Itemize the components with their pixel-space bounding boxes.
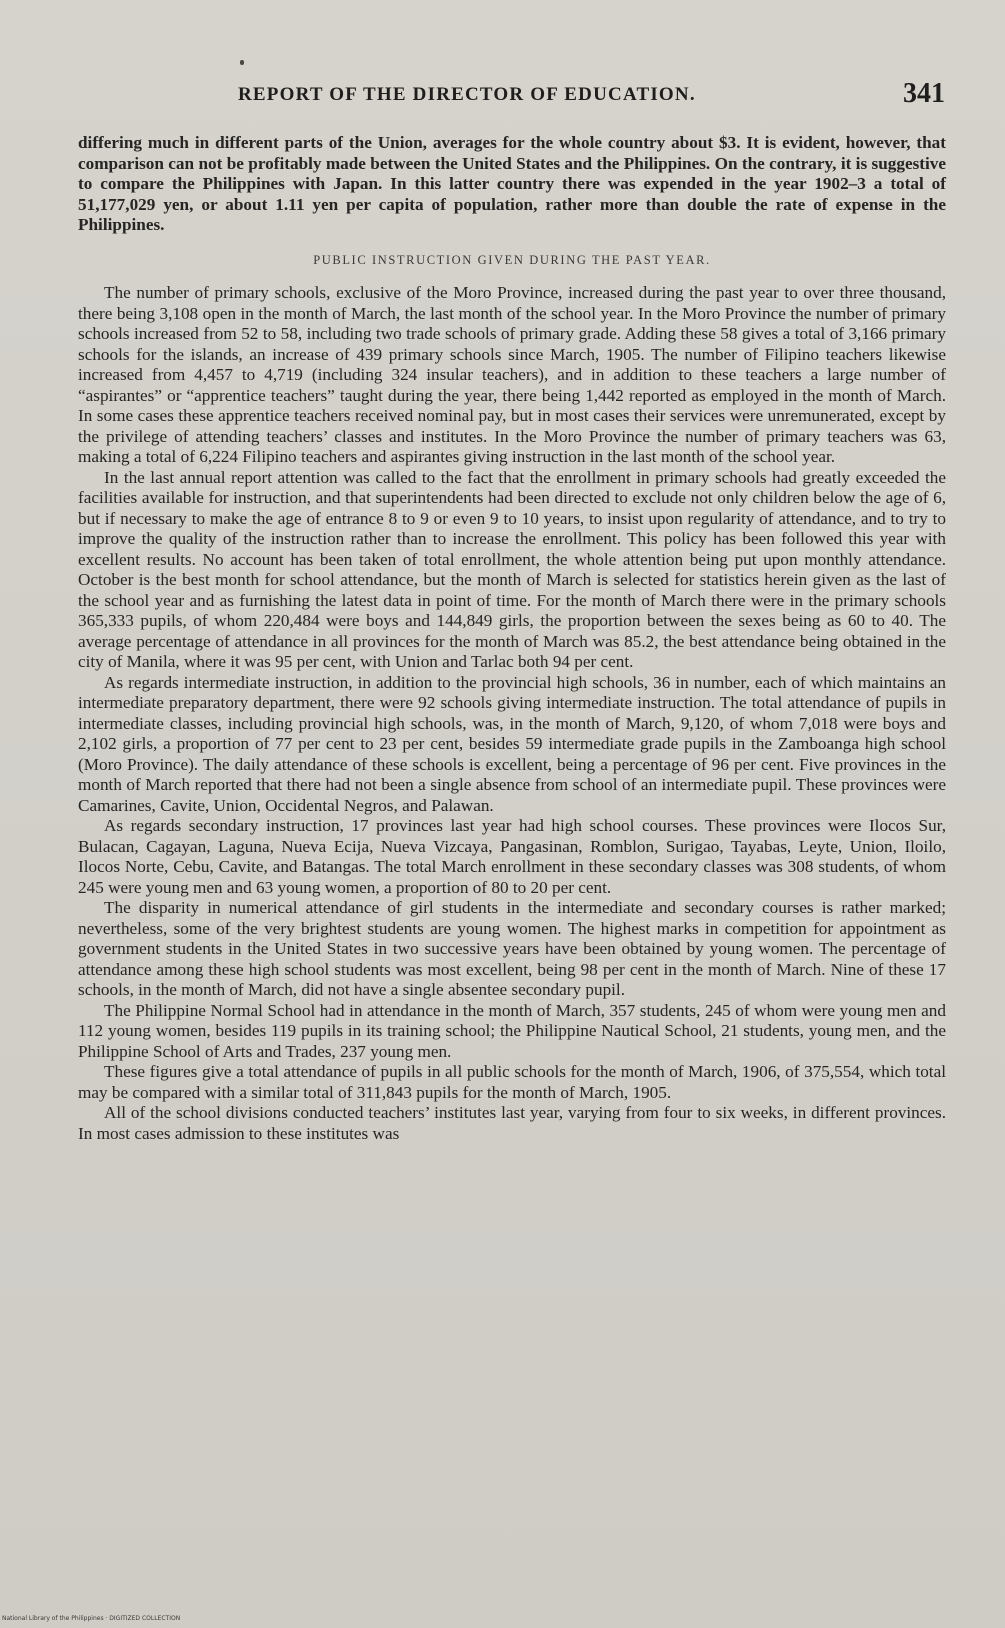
paragraph-normal-school: The Philippine Normal School had in attendance in the month of March, 357 students, 245 of whom were young men and 112 young women, besides 119 pupils in its training school; the Philippine Nautical School, 21 students, young men, and the Philippine School of Arts and Trades, 237 young men. — [78, 1000, 946, 1061]
paragraph-total-attendance: These figures give a total attendance of pupils in all public schools for the month of March, 1906, of 375,554, which total may be compared with a similar total of 311,843 pupils for the month of March, 1905. — [78, 1062, 946, 1102]
paragraph-continuation: differing much in different parts of the Union, averages for the whole country about $3. It is evident, however, that comparison can not be profitably made between the United States and the Philippines. On the contrary, it is suggestive to compare the Philippines with Japan. In this latter country there was expended in the year 1902–3 a total of 51,177,029 yen, or about 1.11 yen per capita of population, rather more than double the rate of expense in the Philippines. — [78, 133, 946, 234]
paragraph-intermediate: As regards intermediate instruction, in addition to the provincial high schools, 36 in number, each of which maintains an intermediate preparatory department, there were 92 schools giving intermediate instruction. The total attendance of pupils in intermediate classes, including provincial high schools, was, in the month of March, 9,120, of whom 7,018 were boys and 2,102 girls, a proportion of 77 per cent to 23 per cent, besides 59 intermediate grade pupils in the Zamboanga high school (Moro Province). The daily attendance of these schools is excellent, being a percentage of 96 per cent. Five provinces in the month of March reported that there had not been a single absence from school of an intermediate pupil. These provinces were Camarines, Cavite, Union, Occidental Negros, and Palawan. — [78, 672, 946, 815]
paragraph-secondary: As regards secondary instruction, 17 provinces last year had high school courses. These provinces were Ilocos Sur, Bulacan, Cagayan, Laguna, Nueva Ecija, Nueva Vizcaya, Pangasinan, Romblon, Surigao, Tayabas, Leyte, Union, Iloilo, Ilocos Norte, Cebu, Cavite, and Batangas. The total March enrollment in these secondary classes was 308 students, of whom 245 were young men and 63 young women, a proportion of 80 to 20 per cent. — [78, 816, 946, 897]
paragraph-disparity: The disparity in numerical attendance of girl students in the intermediate and secondary courses is rather marked; nevertheless, some of the very brightest students are young women. The highest marks in competition for appointment as government students in the United States in two successive years have been obtained by young women. The percentage of attendance among these high school students was most excellent, being 98 per cent in the month of March. Nine of these 17 schools, in the month of March, did not have a single absentee secondary pupil. — [78, 898, 946, 999]
body-text — [78, 133, 946, 1144]
paragraph-institutes: All of the school divisions conducted teachers’ institutes last year, varying from four to six weeks, in different provinces. In most cases admission to these institutes was — [78, 1103, 946, 1143]
running-head: REPORT OF THE DIRECTOR OF EDUCATION. — [238, 84, 696, 105]
paragraph-enrollment: In the last annual report attention was called to the fact that the enrollment in primary schools had greatly exceeded the facilities available for instruction, and that superintendents had been directed to exclude not only children below the age of 6, but if necessary to make the age of entrance 8 to 9 or even 9 to 10 years, to insist upon regularity of attendance, and to try to improve the quality of the instruction rather than to increase the enrollment. This policy has been followed this year with excellent results. No account has been taken of total enrollment, the whole attention being put upon monthly attendance. October is the best month for school attendance, but the month of March is selected for statistics herein given as the last of the school year and as furnishing the latest data in point of time. For the month of March there were in the primary schools 365,333 pupils, of whom 220,484 were boys and 144,849 girls, the proportion between the sexes being as 60 to 40. The average percentage of attendance in all provinces for the month of March was 85.2, the best attendance being obtained in the city of Manila, where it was 95 per cent, with Union and Tarlac both 94 per cent. — [78, 467, 946, 671]
section-heading: PUBLIC INSTRUCTION GIVEN DURING THE PAST YEAR. — [313, 252, 711, 267]
paragraph-primary-schools: The number of primary schools, exclusive of the Moro Province, increased during the past year to over three thousand, there being 3,108 open in the month of March, the last month of the school year. In the Moro Province the number of primary schools increased from 52 to 58, including two trade schools of primary grade. Adding these 58 gives a total of 3,166 primary schools for the islands, an increase of 439 primary schools since March, 1905. The number of Filipino teachers likewise increased from 4,457 to 4,719 (including 324 insular teachers), and in addition to these teachers a large number of “aspirantes” or “apprentice teachers” taught during the year, there being 1,442 reported as employed in the month of March. In some cases these apprentice teachers received nominal pay, but in most cases their services were unremunerated, except by the privilege of attending teachers’ classes and institutes. In the Moro Province the number of primary teachers was 63, making a total of 6,224 Filipino teachers and aspirantes giving instruction in the last month of the school year. — [78, 283, 946, 466]
footer-credit: National Library of the Philippines · DIGITIZED COLLECTION — [2, 1615, 181, 1622]
page-number: 341 — [903, 78, 945, 109]
print-speck — [240, 60, 244, 65]
page-header — [78, 78, 945, 118]
